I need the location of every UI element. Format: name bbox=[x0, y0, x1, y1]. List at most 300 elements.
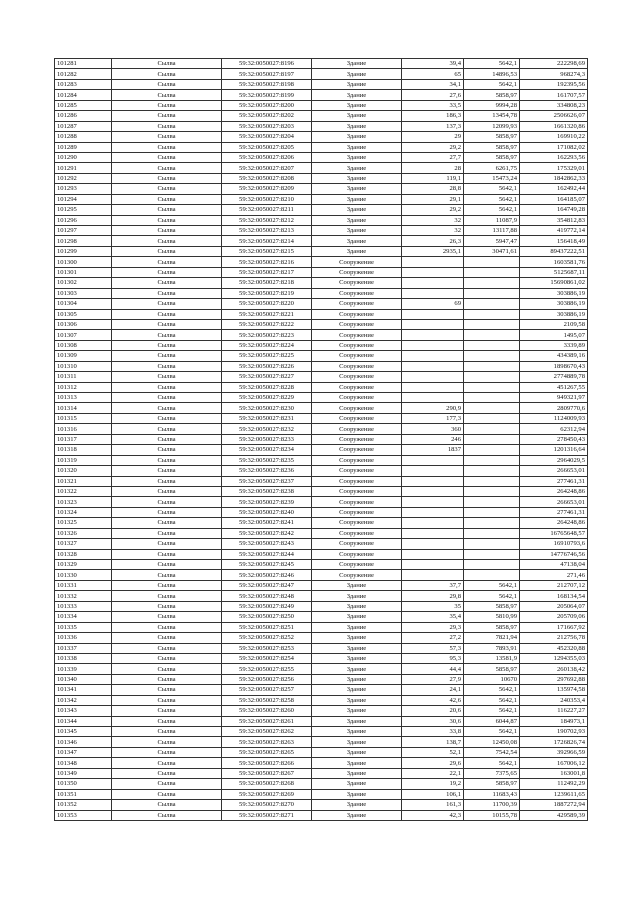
object-type-cell: Здание bbox=[312, 173, 402, 183]
cadastral-value-cell: 212707,12 bbox=[520, 580, 588, 590]
object-type-cell: Сооружение bbox=[312, 549, 402, 559]
area-cell bbox=[402, 319, 464, 329]
object-type-cell: Сооружение bbox=[312, 445, 402, 455]
row-number-cell: 101334 bbox=[55, 612, 112, 622]
specific-value-cell: 5858,97 bbox=[464, 132, 520, 142]
table-row bbox=[55, 643, 588, 653]
cadastral-value-cell: 47138,04 bbox=[520, 560, 588, 570]
locality-cell: Сылва bbox=[112, 549, 222, 559]
cadastral-number-cell: 59:32:0050027:8223 bbox=[222, 330, 312, 340]
object-type-cell: Сооружение bbox=[312, 497, 402, 507]
specific-value-cell: 13581,9 bbox=[464, 653, 520, 663]
object-type-cell: Здание bbox=[312, 758, 402, 768]
specific-value-cell: 11683,43 bbox=[464, 789, 520, 799]
specific-value-cell: 5858,97 bbox=[464, 664, 520, 674]
specific-value-cell: 12450,08 bbox=[464, 737, 520, 747]
area-cell: 52,1 bbox=[402, 747, 464, 757]
object-type-cell: Здание bbox=[312, 643, 402, 653]
cadastral-value-cell: 2506626,07 bbox=[520, 111, 588, 121]
cadastral-value-cell: 1124009,93 bbox=[520, 413, 588, 423]
locality-cell: Сылва bbox=[112, 90, 222, 100]
cadastral-number-cell: 59:32:0050027:8257 bbox=[222, 685, 312, 695]
area-cell: 360 bbox=[402, 424, 464, 434]
cadastral-number-cell: 59:32:0050027:8252 bbox=[222, 633, 312, 643]
row-number-cell: 101298 bbox=[55, 236, 112, 246]
cadastral-value-cell: 264248,86 bbox=[520, 518, 588, 528]
table-row bbox=[55, 685, 588, 695]
row-number-cell: 101312 bbox=[55, 382, 112, 392]
area-cell bbox=[402, 486, 464, 496]
cadastral-number-cell: 59:32:0050027:8213 bbox=[222, 226, 312, 236]
area-cell bbox=[402, 518, 464, 528]
specific-value-cell: 5858,97 bbox=[464, 601, 520, 611]
row-number-cell: 101317 bbox=[55, 434, 112, 444]
cadastral-number-cell: 59:32:0050027:8260 bbox=[222, 706, 312, 716]
specific-value-cell bbox=[464, 372, 520, 382]
table-row bbox=[55, 403, 588, 413]
table-row bbox=[55, 132, 588, 142]
specific-value-cell: 5642,1 bbox=[464, 79, 520, 89]
cadastral-number-cell: 59:32:0050027:8256 bbox=[222, 674, 312, 684]
registry-table-body bbox=[55, 59, 588, 821]
row-number-cell: 101321 bbox=[55, 476, 112, 486]
cadastral-value-cell: 62312,94 bbox=[520, 424, 588, 434]
object-type-cell: Здание bbox=[312, 163, 402, 173]
locality-cell: Сылва bbox=[112, 539, 222, 549]
cadastral-number-cell: 59:32:0050027:8215 bbox=[222, 246, 312, 256]
area-cell bbox=[402, 330, 464, 340]
cadastral-value-cell: 434389,16 bbox=[520, 351, 588, 361]
row-number-cell: 101299 bbox=[55, 246, 112, 256]
object-type-cell: Сооружение bbox=[312, 455, 402, 465]
locality-cell: Сылва bbox=[112, 184, 222, 194]
locality-cell: Сылва bbox=[112, 518, 222, 528]
locality-cell: Сылва bbox=[112, 79, 222, 89]
object-type-cell: Сооружение bbox=[312, 518, 402, 528]
table-row bbox=[55, 674, 588, 684]
area-cell: 29 bbox=[402, 132, 464, 142]
cadastral-value-cell: 271,46 bbox=[520, 570, 588, 580]
object-type-cell: Здание bbox=[312, 121, 402, 131]
table-row bbox=[55, 319, 588, 329]
area-cell bbox=[402, 309, 464, 319]
area-cell: 69 bbox=[402, 299, 464, 309]
cadastral-number-cell: 59:32:0050027:8220 bbox=[222, 299, 312, 309]
cadastral-number-cell: 59:32:0050027:8205 bbox=[222, 142, 312, 152]
row-number-cell: 101341 bbox=[55, 685, 112, 695]
locality-cell: Сылва bbox=[112, 591, 222, 601]
cadastral-number-cell: 59:32:0050027:8250 bbox=[222, 612, 312, 622]
row-number-cell: 101293 bbox=[55, 184, 112, 194]
row-number-cell: 101281 bbox=[55, 59, 112, 69]
object-type-cell: Сооружение bbox=[312, 560, 402, 570]
locality-cell: Сылва bbox=[112, 622, 222, 632]
area-cell: 34,1 bbox=[402, 79, 464, 89]
table-row bbox=[55, 758, 588, 768]
cadastral-number-cell: 59:32:0050027:8251 bbox=[222, 622, 312, 632]
cadastral-value-cell: 205064,07 bbox=[520, 601, 588, 611]
locality-cell: Сылва bbox=[112, 643, 222, 653]
cadastral-number-cell: 59:32:0050027:8229 bbox=[222, 393, 312, 403]
object-type-cell: Сооружение bbox=[312, 351, 402, 361]
object-type-cell: Сооружение bbox=[312, 539, 402, 549]
specific-value-cell: 6261,75 bbox=[464, 163, 520, 173]
locality-cell: Сылва bbox=[112, 309, 222, 319]
object-type-cell: Здание bbox=[312, 789, 402, 799]
cadastral-number-cell: 59:32:0050027:8231 bbox=[222, 413, 312, 423]
cadastral-value-cell: 135974,58 bbox=[520, 685, 588, 695]
cadastral-number-cell: 59:32:0050027:8203 bbox=[222, 121, 312, 131]
cadastral-value-cell: 1201316,64 bbox=[520, 445, 588, 455]
table-row bbox=[55, 215, 588, 225]
area-cell: 33,8 bbox=[402, 727, 464, 737]
row-number-cell: 101309 bbox=[55, 351, 112, 361]
locality-cell: Сылва bbox=[112, 69, 222, 79]
table-row bbox=[55, 549, 588, 559]
table-row bbox=[55, 163, 588, 173]
cadastral-number-cell: 59:32:0050027:8240 bbox=[222, 507, 312, 517]
cadastral-number-cell: 59:32:0050027:8204 bbox=[222, 132, 312, 142]
row-number-cell: 101327 bbox=[55, 539, 112, 549]
table-row bbox=[55, 779, 588, 789]
object-type-cell: Сооружение bbox=[312, 486, 402, 496]
locality-cell: Сылва bbox=[112, 59, 222, 69]
cadastral-value-cell: 164185,07 bbox=[520, 194, 588, 204]
cadastral-number-cell: 59:32:0050027:8230 bbox=[222, 403, 312, 413]
area-cell: 137,3 bbox=[402, 121, 464, 131]
specific-value-cell bbox=[464, 382, 520, 392]
cadastral-number-cell: 59:32:0050027:8238 bbox=[222, 486, 312, 496]
cadastral-number-cell: 59:32:0050027:8225 bbox=[222, 351, 312, 361]
specific-value-cell: 5642,1 bbox=[464, 685, 520, 695]
table-row bbox=[55, 570, 588, 580]
object-type-cell: Здание bbox=[312, 601, 402, 611]
table-row bbox=[55, 257, 588, 267]
row-number-cell: 101290 bbox=[55, 152, 112, 162]
row-number-cell: 101285 bbox=[55, 100, 112, 110]
table-row bbox=[55, 246, 588, 256]
row-number-cell: 101350 bbox=[55, 779, 112, 789]
locality-cell: Сылва bbox=[112, 476, 222, 486]
object-type-cell: Сооружение bbox=[312, 309, 402, 319]
table-row bbox=[55, 340, 588, 350]
row-number-cell: 101329 bbox=[55, 560, 112, 570]
area-cell bbox=[402, 476, 464, 486]
row-number-cell: 101305 bbox=[55, 309, 112, 319]
area-cell bbox=[402, 361, 464, 371]
object-type-cell: Сооружение bbox=[312, 528, 402, 538]
area-cell: 35 bbox=[402, 601, 464, 611]
object-type-cell: Сооружение bbox=[312, 319, 402, 329]
specific-value-cell bbox=[464, 434, 520, 444]
locality-cell: Сылва bbox=[112, 413, 222, 423]
table-row bbox=[55, 528, 588, 538]
table-row bbox=[55, 695, 588, 705]
cadastral-number-cell: 59:32:0050027:8255 bbox=[222, 664, 312, 674]
cadastral-number-cell: 59:32:0050027:8222 bbox=[222, 319, 312, 329]
row-number-cell: 101347 bbox=[55, 747, 112, 757]
locality-cell: Сылва bbox=[112, 779, 222, 789]
table-row bbox=[55, 299, 588, 309]
cadastral-number-cell: 59:32:0050027:8263 bbox=[222, 737, 312, 747]
row-number-cell: 101310 bbox=[55, 361, 112, 371]
table-row bbox=[55, 580, 588, 590]
locality-cell: Сылва bbox=[112, 403, 222, 413]
cadastral-value-cell: 16765648,57 bbox=[520, 528, 588, 538]
table-row bbox=[55, 455, 588, 465]
cadastral-value-cell: 334808,23 bbox=[520, 100, 588, 110]
row-number-cell: 101287 bbox=[55, 121, 112, 131]
locality-cell: Сылва bbox=[112, 486, 222, 496]
locality-cell: Сылва bbox=[112, 695, 222, 705]
table-row bbox=[55, 393, 588, 403]
table-row bbox=[55, 351, 588, 361]
area-cell: 39,4 bbox=[402, 59, 464, 69]
cadastral-value-cell: 451267,55 bbox=[520, 382, 588, 392]
object-type-cell: Сооружение bbox=[312, 424, 402, 434]
cadastral-value-cell: 14776746,56 bbox=[520, 549, 588, 559]
cadastral-value-cell: 175329,01 bbox=[520, 163, 588, 173]
object-type-cell: Сооружение bbox=[312, 570, 402, 580]
object-type-cell: Здание bbox=[312, 132, 402, 142]
object-type-cell: Здание bbox=[312, 194, 402, 204]
specific-value-cell: 5642,1 bbox=[464, 706, 520, 716]
registry-table bbox=[54, 58, 588, 821]
cadastral-value-cell: 192395,56 bbox=[520, 79, 588, 89]
object-type-cell: Здание bbox=[312, 69, 402, 79]
object-type-cell: Здание bbox=[312, 184, 402, 194]
specific-value-cell bbox=[464, 309, 520, 319]
area-cell: 37,7 bbox=[402, 580, 464, 590]
row-number-cell: 101351 bbox=[55, 789, 112, 799]
cadastral-number-cell: 59:32:0050027:8233 bbox=[222, 434, 312, 444]
table-row bbox=[55, 539, 588, 549]
table-row bbox=[55, 612, 588, 622]
object-type-cell: Здание bbox=[312, 633, 402, 643]
locality-cell: Сылва bbox=[112, 706, 222, 716]
cadastral-value-cell: 1887272,94 bbox=[520, 800, 588, 810]
locality-cell: Сылва bbox=[112, 497, 222, 507]
area-cell: 57,3 bbox=[402, 643, 464, 653]
object-type-cell: Здание bbox=[312, 59, 402, 69]
locality-cell: Сылва bbox=[112, 737, 222, 747]
specific-value-cell: 5858,97 bbox=[464, 152, 520, 162]
cadastral-value-cell: 1842862,33 bbox=[520, 173, 588, 183]
area-cell: 29,2 bbox=[402, 205, 464, 215]
specific-value-cell bbox=[464, 518, 520, 528]
cadastral-number-cell: 59:32:0050027:8200 bbox=[222, 100, 312, 110]
row-number-cell: 101339 bbox=[55, 664, 112, 674]
object-type-cell: Здание bbox=[312, 580, 402, 590]
object-type-cell: Сооружение bbox=[312, 466, 402, 476]
row-number-cell: 101284 bbox=[55, 90, 112, 100]
area-cell: 22,1 bbox=[402, 768, 464, 778]
table-row bbox=[55, 372, 588, 382]
table-row bbox=[55, 361, 588, 371]
locality-cell: Сылва bbox=[112, 810, 222, 820]
specific-value-cell bbox=[464, 539, 520, 549]
object-type-cell: Здание bbox=[312, 737, 402, 747]
row-number-cell: 101343 bbox=[55, 706, 112, 716]
area-cell: 106,1 bbox=[402, 789, 464, 799]
area-cell: 20,6 bbox=[402, 706, 464, 716]
specific-value-cell bbox=[464, 340, 520, 350]
locality-cell: Сылва bbox=[112, 226, 222, 236]
specific-value-cell bbox=[464, 330, 520, 340]
cadastral-number-cell: 59:32:0050027:8212 bbox=[222, 215, 312, 225]
area-cell bbox=[402, 549, 464, 559]
specific-value-cell bbox=[464, 424, 520, 434]
specific-value-cell: 5810,99 bbox=[464, 612, 520, 622]
table-row bbox=[55, 236, 588, 246]
locality-cell: Сылва bbox=[112, 132, 222, 142]
specific-value-cell: 5642,1 bbox=[464, 695, 520, 705]
specific-value-cell bbox=[464, 570, 520, 580]
specific-value-cell bbox=[464, 299, 520, 309]
specific-value-cell: 12099,93 bbox=[464, 121, 520, 131]
area-cell: 119,1 bbox=[402, 173, 464, 183]
cadastral-number-cell: 59:32:0050027:8211 bbox=[222, 205, 312, 215]
cadastral-value-cell: 1495,07 bbox=[520, 330, 588, 340]
row-number-cell: 101331 bbox=[55, 580, 112, 590]
table-row bbox=[55, 737, 588, 747]
cadastral-value-cell: 3339,89 bbox=[520, 340, 588, 350]
locality-cell: Сылва bbox=[112, 580, 222, 590]
row-number-cell: 101320 bbox=[55, 466, 112, 476]
specific-value-cell bbox=[464, 486, 520, 496]
locality-cell: Сылва bbox=[112, 393, 222, 403]
area-cell: 2935,1 bbox=[402, 246, 464, 256]
row-number-cell: 101303 bbox=[55, 288, 112, 298]
specific-value-cell: 5642,1 bbox=[464, 205, 520, 215]
cadastral-number-cell: 59:32:0050027:8210 bbox=[222, 194, 312, 204]
specific-value-cell: 10670 bbox=[464, 674, 520, 684]
locality-cell: Сылва bbox=[112, 601, 222, 611]
object-type-cell: Здание bbox=[312, 706, 402, 716]
area-cell bbox=[402, 455, 464, 465]
area-cell bbox=[402, 278, 464, 288]
cadastral-value-cell: 169910,22 bbox=[520, 132, 588, 142]
cadastral-value-cell: 277461,31 bbox=[520, 476, 588, 486]
specific-value-cell: 13117,88 bbox=[464, 226, 520, 236]
specific-value-cell: 5642,1 bbox=[464, 184, 520, 194]
row-number-cell: 101349 bbox=[55, 768, 112, 778]
row-number-cell: 101323 bbox=[55, 497, 112, 507]
cadastral-number-cell: 59:32:0050027:8258 bbox=[222, 695, 312, 705]
cadastral-value-cell: 303886,19 bbox=[520, 288, 588, 298]
cadastral-number-cell: 59:32:0050027:8266 bbox=[222, 758, 312, 768]
specific-value-cell: 9994,28 bbox=[464, 100, 520, 110]
area-cell bbox=[402, 393, 464, 403]
table-row bbox=[55, 288, 588, 298]
cadastral-number-cell: 59:32:0050027:8221 bbox=[222, 309, 312, 319]
cadastral-value-cell: 116227,27 bbox=[520, 706, 588, 716]
row-number-cell: 101301 bbox=[55, 267, 112, 277]
row-number-cell: 101318 bbox=[55, 445, 112, 455]
area-cell: 246 bbox=[402, 434, 464, 444]
object-type-cell: Здание bbox=[312, 674, 402, 684]
locality-cell: Сылва bbox=[112, 361, 222, 371]
specific-value-cell bbox=[464, 466, 520, 476]
area-cell: 29,6 bbox=[402, 758, 464, 768]
cadastral-value-cell: 167006,12 bbox=[520, 758, 588, 768]
cadastral-value-cell: 89437222,51 bbox=[520, 246, 588, 256]
locality-cell: Сылва bbox=[112, 789, 222, 799]
object-type-cell: Сооружение bbox=[312, 476, 402, 486]
cadastral-number-cell: 59:32:0050027:8217 bbox=[222, 267, 312, 277]
row-number-cell: 101311 bbox=[55, 372, 112, 382]
specific-value-cell: 5858,97 bbox=[464, 622, 520, 632]
row-number-cell: 101346 bbox=[55, 737, 112, 747]
cadastral-value-cell: 184973,1 bbox=[520, 716, 588, 726]
locality-cell: Сылва bbox=[112, 278, 222, 288]
specific-value-cell: 5642,1 bbox=[464, 727, 520, 737]
specific-value-cell: 7375,65 bbox=[464, 768, 520, 778]
cadastral-number-cell: 59:32:0050027:8268 bbox=[222, 779, 312, 789]
row-number-cell: 101316 bbox=[55, 424, 112, 434]
cadastral-number-cell: 59:32:0050027:8261 bbox=[222, 716, 312, 726]
area-cell: 27,7 bbox=[402, 152, 464, 162]
object-type-cell: Сооружение bbox=[312, 434, 402, 444]
table-row bbox=[55, 330, 588, 340]
cadastral-number-cell: 59:32:0050027:8246 bbox=[222, 570, 312, 580]
object-type-cell: Здание bbox=[312, 695, 402, 705]
locality-cell: Сылва bbox=[112, 152, 222, 162]
specific-value-cell bbox=[464, 560, 520, 570]
cadastral-value-cell: 452320,88 bbox=[520, 643, 588, 653]
area-cell bbox=[402, 507, 464, 517]
row-number-cell: 101319 bbox=[55, 455, 112, 465]
area-cell: 33,5 bbox=[402, 100, 464, 110]
specific-value-cell bbox=[464, 403, 520, 413]
table-row bbox=[55, 90, 588, 100]
row-number-cell: 101336 bbox=[55, 633, 112, 643]
cadastral-number-cell: 59:32:0050027:8253 bbox=[222, 643, 312, 653]
object-type-cell: Здание bbox=[312, 747, 402, 757]
row-number-cell: 101308 bbox=[55, 340, 112, 350]
specific-value-cell: 5642,1 bbox=[464, 591, 520, 601]
object-type-cell: Здание bbox=[312, 226, 402, 236]
specific-value-cell bbox=[464, 476, 520, 486]
object-type-cell: Здание bbox=[312, 246, 402, 256]
row-number-cell: 101307 bbox=[55, 330, 112, 340]
row-number-cell: 101348 bbox=[55, 758, 112, 768]
cadastral-value-cell: 429589,39 bbox=[520, 810, 588, 820]
locality-cell: Сылва bbox=[112, 340, 222, 350]
row-number-cell: 101332 bbox=[55, 591, 112, 601]
locality-cell: Сылва bbox=[112, 111, 222, 121]
specific-value-cell bbox=[464, 319, 520, 329]
specific-value-cell: 7821,94 bbox=[464, 633, 520, 643]
locality-cell: Сылва bbox=[112, 372, 222, 382]
area-cell: 30,6 bbox=[402, 716, 464, 726]
cadastral-value-cell: 278450,43 bbox=[520, 434, 588, 444]
specific-value-cell bbox=[464, 455, 520, 465]
table-row bbox=[55, 716, 588, 726]
cadastral-value-cell: 277461,31 bbox=[520, 507, 588, 517]
cadastral-value-cell: 354812,83 bbox=[520, 215, 588, 225]
cadastral-number-cell: 59:32:0050027:8218 bbox=[222, 278, 312, 288]
table-row bbox=[55, 226, 588, 236]
table-row bbox=[55, 434, 588, 444]
specific-value-cell: 11700,39 bbox=[464, 800, 520, 810]
area-cell bbox=[402, 257, 464, 267]
row-number-cell: 101353 bbox=[55, 810, 112, 820]
area-cell bbox=[402, 570, 464, 580]
specific-value-cell bbox=[464, 278, 520, 288]
row-number-cell: 101345 bbox=[55, 727, 112, 737]
cadastral-value-cell: 1603581,76 bbox=[520, 257, 588, 267]
